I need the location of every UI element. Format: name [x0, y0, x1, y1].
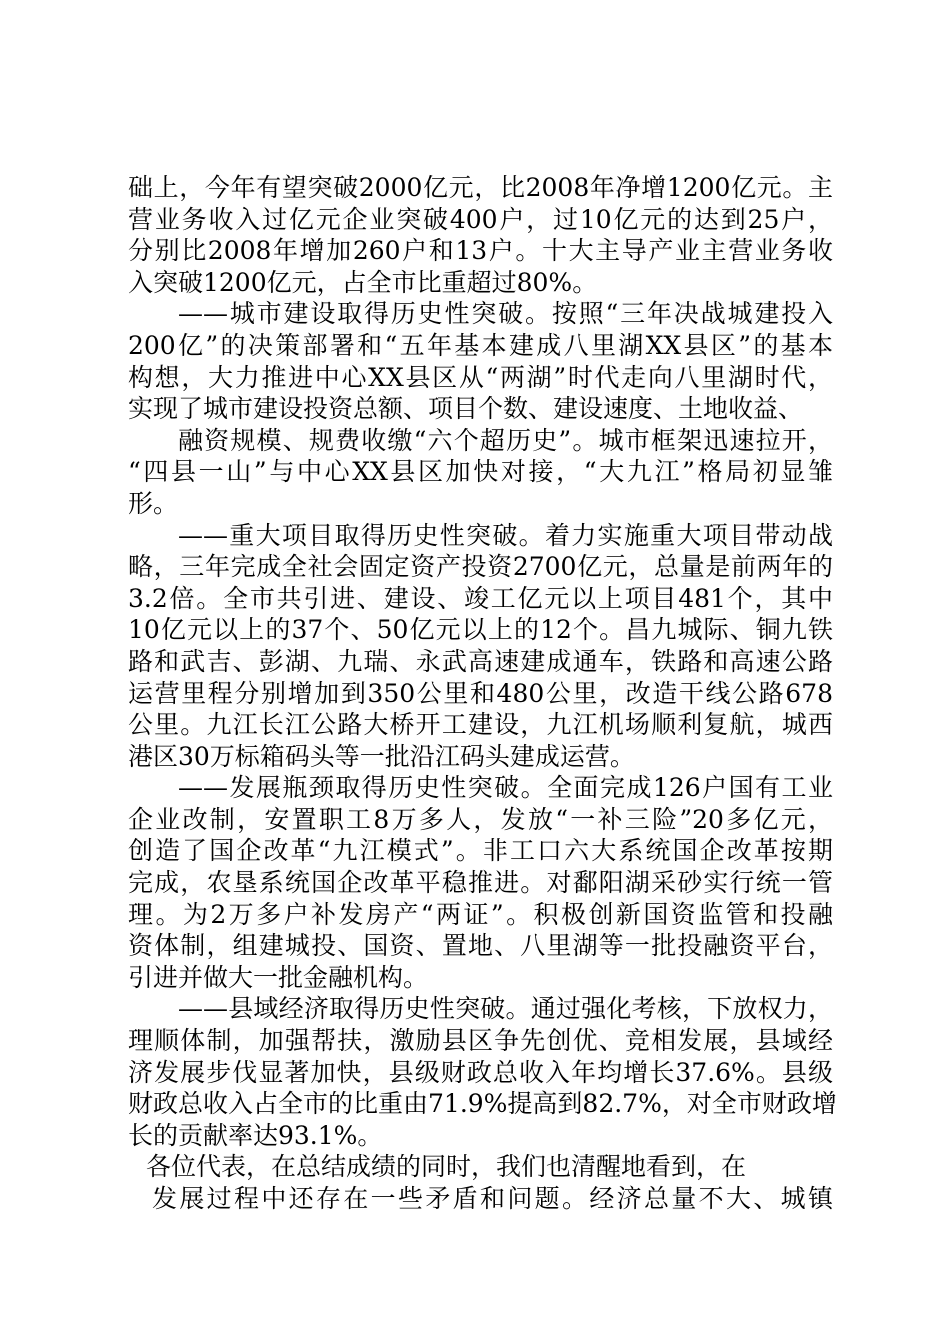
text-line: 财政总收入占全市的比重由71.9%提高到82.7%，对全市财政增 [128, 1089, 837, 1119]
text-line: ——发展瓶颈取得历史性突破。全面完成126户国有工业 [178, 773, 833, 803]
text-line: 长的贡献率达93.1%。 [128, 1120, 383, 1150]
text-line: 各位代表，在总结成绩的同时，我们也清醒地看到，在 [146, 1152, 747, 1182]
text-line: 路和武吉、彭湖、九瑞、永武高速建成通车，铁路和高速公路 [128, 646, 833, 676]
text-line: 10亿元以上的37个、50亿元以上的12个。昌九城际、铜九铁 [128, 615, 833, 645]
text-line: ——县域经济取得历史性突破。通过强化考核，下放权力， [178, 994, 833, 1024]
text-line: 公里。九江长江公路大桥开工建设，九江机场顺利复航，城西 [128, 710, 833, 740]
text-line: 港区30万标箱码头等一批沿江码头建成运营。 [128, 741, 635, 771]
text-line: 融资规模、规费收缴“六个超历史”。城市框架迅速拉开， [178, 425, 833, 455]
text-line: 200亿”的决策部署和“五年基本建成八里湖XX县区”的基本 [128, 330, 833, 360]
text-line: 形。 [128, 488, 179, 518]
text-line: 理顺体制，加强帮扶，激励县区争先创优、竞相发展，县域经 [128, 1026, 833, 1056]
text-line: “四县一山”与中心XX县区加快对接，“大九江”格局初显雏 [128, 457, 833, 487]
text-line: 3.2倍。全市共引进、建设、竣工亿元以上项目481个，其中 [128, 583, 833, 613]
text-line: 引进并做大一批金融机构。 [128, 962, 429, 992]
text-line: 实现了城市建设投资总额、项目个数、建设速度、土地收益、 [128, 394, 804, 424]
text-line: 企业改制，安置职工8万多人，发放“一补三险”20多亿元， [128, 804, 833, 834]
text-line: 营业务收入过亿元企业突破400户，过10亿元的达到25户， [128, 204, 833, 234]
text-line: 济发展步伐显著加快，县级财政总收入年均增长37.6%。县级 [128, 1057, 833, 1087]
text-line: 构想，大力推进中心XX县区从“两湖”时代走向八里湖时代， [128, 362, 833, 392]
document-body [128, 172, 837, 1215]
text-line: 运营里程分别增加到350公里和480公里，改造干线公路678 [128, 678, 833, 708]
text-line: 发展过程中还存在一些矛盾和问题。经济总量不大、城镇 [152, 1184, 833, 1213]
text-line: 础上，今年有望突破2000亿元，比2008年净增1200亿元。主 [128, 173, 833, 202]
text-line: 完成，农垦系统国企改革平稳推进。对鄱阳湖采砂实行统一管 [128, 868, 833, 898]
text-line: ——重大项目取得历史性突破。着力实施重大项目带动战 [178, 520, 833, 550]
text-line: 创造了国企改革“九江模式”。非工口六大系统国企改革按期 [128, 836, 833, 866]
text-line: ——城市建设取得历史性突破。按照“三年决战城建投入 [178, 299, 833, 329]
text-line: 入突破1200亿元，占全市比重超过80%。 [128, 267, 598, 297]
text-line: 分别比2008年增加260户和13户。十大主导产业主营业务收 [128, 236, 833, 266]
text-line: 理。为2万多户补发房产“两证”。积极创新国资监管和投融 [128, 899, 833, 929]
text-line: 略，三年完成全社会固定资产投资2700亿元，总量是前两年的 [128, 552, 833, 582]
text-line: 资体制，组建城投、国资、置地、八里湖等一批投融资平台， [128, 931, 833, 961]
